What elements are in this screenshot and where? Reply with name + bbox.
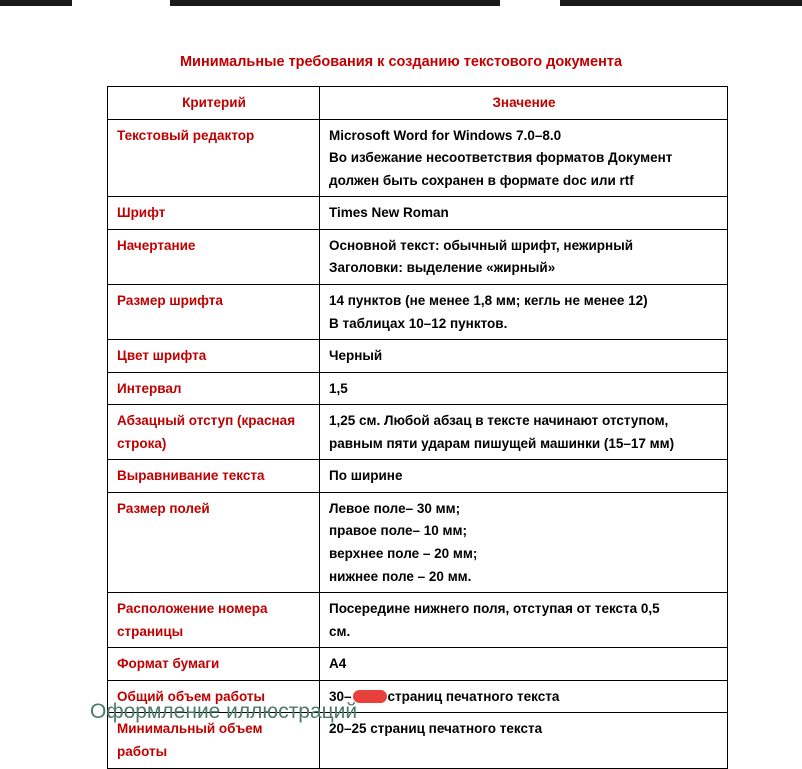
cell-criterion: Абзацный отступ (красная строка): [108, 405, 320, 460]
cell-criterion: Минимальный объем работы: [108, 713, 320, 768]
cell-criterion: Текстовый редактор: [108, 119, 320, 197]
cell-criterion: Размер шрифта: [108, 284, 320, 339]
table-body: [108, 119, 728, 768]
cell-value-redacted: [320, 680, 728, 713]
table-row: [108, 372, 728, 405]
cell-value: Основной текст: обычный шрифт, нежирный Заголовки: выделение «жирный»: [320, 229, 728, 284]
cell-value: 1,5: [320, 372, 728, 405]
page-title: Минимальные требования к созданию текстового документа: [179, 54, 623, 70]
requirements-table: [107, 86, 728, 769]
table-row: [108, 197, 728, 230]
cell-value: 20–25 страниц печатного текста: [320, 713, 728, 768]
column-header-criterion: Критерий: [108, 87, 320, 120]
cell-criterion: Формат бумаги: [108, 648, 320, 681]
cell-value: Посередине нижнего поля, отступая от текста 0,5 см.: [320, 593, 728, 648]
cell-criterion: Начертание: [108, 229, 320, 284]
column-header-value: Значение: [320, 87, 728, 120]
table-row: [108, 405, 728, 460]
table-row: [108, 119, 728, 197]
cell-criterion: Расположение номера страницы: [108, 593, 320, 648]
section-heading-illustrations: Оформление иллюстраций: [90, 700, 358, 723]
cell-value: По ширине: [320, 460, 728, 493]
cell-criterion: Интервал: [108, 372, 320, 405]
table-row: [108, 340, 728, 373]
table-row: [108, 229, 728, 284]
cell-criterion: Шрифт: [108, 197, 320, 230]
table-row: [108, 593, 728, 648]
table-row: [108, 648, 728, 681]
table-header-row: [108, 87, 728, 120]
value-suffix: страниц печатного текста: [387, 688, 560, 704]
cell-value: А4: [320, 648, 728, 681]
value-prefix: 30–: [329, 688, 352, 704]
cell-value: 1,25 см. Любой абзац в тексте начинают отступом, равным пяти ударам пишущей машинки (15–17 мм): [320, 405, 728, 460]
cell-value: Times New Roman: [320, 197, 728, 230]
cell-criterion: Цвет шрифта: [108, 340, 320, 373]
cell-value: 14 пунктов (не менее 1,8 мм; кегль не менее 12) В таблицах 10–12 пунктов.: [320, 284, 728, 339]
cell-value: Черный: [320, 340, 728, 373]
table-row: [108, 460, 728, 493]
document-page: [0, 6, 802, 759]
cell-criterion: Выравнивание текста: [108, 460, 320, 493]
table-row: [108, 284, 728, 339]
cell-value: Левое поле– 30 мм; правое поле– 10 мм; верхнее поле – 20 мм; нижнее поле – 20 мм.: [320, 492, 728, 592]
cell-criterion: Общий объем работы: [108, 680, 320, 713]
cell-criterion: Размер полей: [108, 492, 320, 592]
table-row: [108, 492, 728, 592]
cell-value: Microsoft Word for Windows 7.0–8.0 Во избежание несоответствия форматов Документ должен быть сохранен в формате doc или rtf: [320, 119, 728, 197]
redaction-mark: [353, 690, 387, 703]
